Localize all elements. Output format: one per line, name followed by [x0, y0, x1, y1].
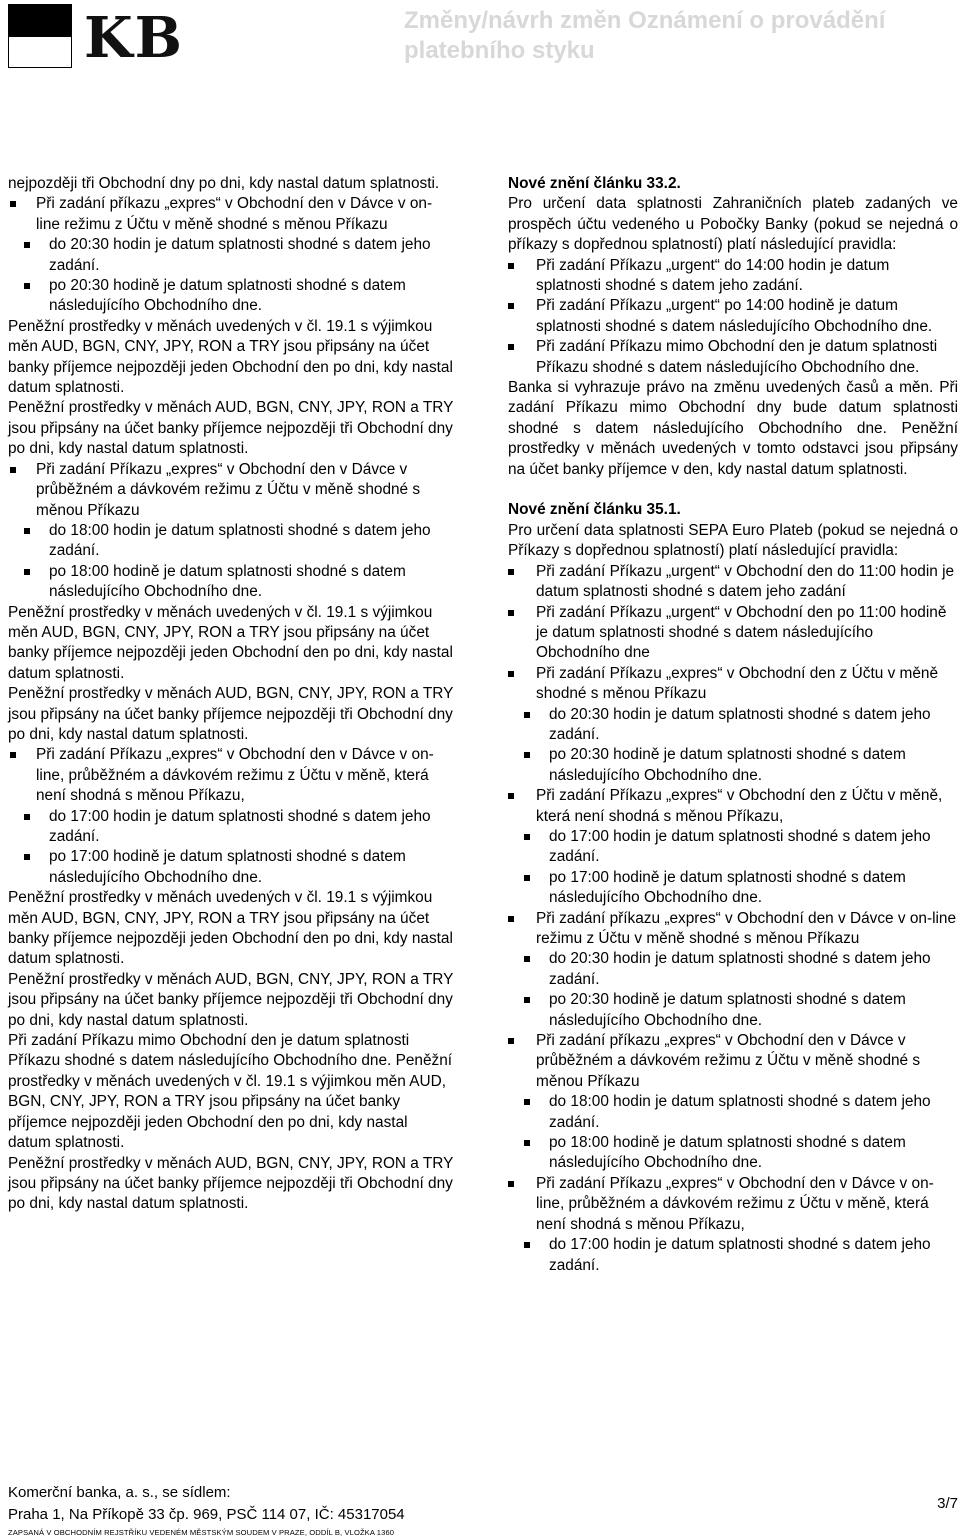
- bullet-text: Při zadání příkazu „expres“ v Obchodní den v Dávce v on-line režimu z Účtu v měně shodné s měnou Příkazu: [36, 195, 433, 233]
- square-bullet-icon: [24, 242, 30, 248]
- bullet-text: do 20:30 hodin je datum splatnosti shodné s datem jeho zadání.: [549, 705, 931, 743]
- sub-bullet-item: [8, 807, 454, 848]
- sub-bullet-item: [8, 562, 454, 603]
- footer-registration: ZAPSANÁ V OBCHODNÍM REJSTŘÍKU VEDENÉM MĚSTSKÝM SOUDEM V PRAZE, ODDÍL B, VLOŽKA 1360: [8, 1528, 395, 1537]
- right-column: [508, 174, 958, 1276]
- square-bullet-icon: [24, 814, 30, 820]
- bullet-text: Při zadání Příkazu „urgent“ v Obchodní den do 11:00 hodin je datum splatnosti shodné s datem jeho zadání: [536, 562, 955, 601]
- sub-bullet-item: [508, 827, 958, 868]
- bullet-item: [508, 603, 958, 664]
- bullet-text: po 20:30 hodině je datum splatnosti shodné s datem následujícího Obchodního dne.: [549, 746, 906, 784]
- bullet-text: Při zadání příkazu „expres“ v Obchodní den v Dávce v průběžném a dávkovém režimu z Účtu v měně shodné s měnou Příkazu: [536, 1032, 921, 1090]
- sub-bullet-item: [508, 705, 958, 746]
- square-bullet-icon: [24, 528, 30, 534]
- square-bullet-icon: [524, 997, 530, 1003]
- bullet-text: Při zadání Příkazu mimo Obchodní den je datum splatnosti Příkazu shodné s datem následujícího Obchodního dne.: [536, 338, 938, 376]
- paragraph: Peněžní prostředky v měnách AUD, BGN, CNY, JPY, RON a TRY jsou připsány na účet banky příjemce nejpozději tři Obchodní dny po dni, kdy nastal datum splatnosti.: [8, 1154, 454, 1213]
- sub-bullet-item: [508, 949, 958, 990]
- logo-black-half: [8, 4, 72, 36]
- square-bullet-icon: [524, 956, 530, 962]
- square-bullet-icon: [24, 569, 30, 575]
- square-bullet-icon: [10, 467, 16, 473]
- sub-bullet-item: [508, 745, 958, 786]
- sub-bullet-item: [508, 1092, 958, 1133]
- bullet-text: do 17:00 hodin je datum splatnosti shodné s datem jeho zadání.: [49, 807, 431, 845]
- bullet-text: Při zadání Příkazu „expres“ v Obchodní den v Dávce v průběžném a dávkovém režimu z Účtu v měně shodné s měnou Příkazu: [36, 460, 421, 519]
- bullet-text: Při zadání Příkazu „urgent“ v Obchodní den po 11:00 hodině je datum splatnosti shodné s datem následujícího Obchodního dne: [536, 603, 947, 662]
- square-bullet-icon: [508, 916, 514, 922]
- page-header: [0, 0, 960, 78]
- square-bullet-icon: [24, 854, 30, 860]
- footer-company: Komerční banka, a. s., se sídlem:: [8, 1484, 231, 1501]
- square-bullet-icon: [24, 283, 30, 289]
- logo-text: KB: [84, 5, 185, 71]
- bullet-text: do 17:00 hodin je datum splatnosti shodné s datem jeho zadání.: [549, 1236, 931, 1274]
- bullet-text: po 18:00 hodině je datum splatnosti shodné s datem následujícího Obchodního dne.: [549, 1134, 906, 1172]
- document-title: Změny/návrh změn Oznámení o provádění platebního styku: [404, 7, 886, 64]
- paragraph: nejpozději tři Obchodní dny po dni, kdy nastal datum splatnosti.: [8, 175, 440, 192]
- page-number: 3/7: [937, 1495, 958, 1512]
- square-bullet-icon: [508, 303, 514, 309]
- bullet-text: do 18:00 hodin je datum splatnosti shodné s datem jeho zadání.: [549, 1093, 931, 1131]
- square-bullet-icon: [508, 344, 514, 350]
- square-bullet-icon: [508, 569, 514, 575]
- paragraph: Pro určení data splatnosti Zahraničních plateb zadaných ve prospěch účtu vedeného u Pobočky Banky (pokud se nejedná o příkazy s dopřednou splatností) platí následující pravidla:: [508, 195, 958, 254]
- sub-bullet-item: [508, 990, 958, 1031]
- square-bullet-icon: [524, 875, 530, 881]
- bullet-item: [508, 786, 958, 827]
- square-bullet-icon: [524, 834, 530, 840]
- bullet-text: po 18:00 hodině je datum splatnosti shodné s datem následujícího Obchodního dne.: [49, 562, 406, 601]
- bullet-text: do 20:30 hodin je datum splatnosti shodné s datem jeho zadání.: [549, 950, 931, 988]
- bullet-text: po 17:00 hodině je datum splatnosti shodné s datem následujícího Obchodního dne.: [549, 868, 906, 907]
- bullet-item: [508, 664, 958, 705]
- bullet-text: po 20:30 hodině je datum splatnosti shodné s datem následujícího Obchodního dne.: [49, 277, 406, 315]
- paragraph: Banka si vyhrazuje právo na změnu uvedených časů a měn. Při zadání Příkazu mimo Obchodní dny bude datum splatnosti shodné s datem následujícího Obchodního dne. Peněžní prostředky v měnách uvedených v tomto odstavci jsou připsány na účet banky příjemce v den, kdy nastal datum splatnosti.: [508, 379, 958, 478]
- square-bullet-icon: [508, 263, 514, 269]
- bullet-item: [8, 745, 454, 806]
- bullet-item: [508, 296, 958, 337]
- sub-bullet-item: [8, 235, 454, 276]
- paragraph: Peněžní prostředky v měnách AUD, BGN, CNY, JPY, RON a TRY jsou připsány na účet banky příjemce nejpozději tři Obchodní dny po dni, kdy nastal datum splatnosti.: [8, 685, 454, 743]
- bullet-item: [508, 1174, 958, 1235]
- footer-address: Praha 1, Na Příkopě 33 čp. 969, PSČ 114 07, IČ: 45317054: [8, 1506, 405, 1523]
- paragraph: Peněžní prostředky v měnách uvedených v čl. 19.1 s výjimkou měn AUD, BGN, CNY, JPY, RON a TRY jsou připsány na účet banky příjemce nejpozději jeden Obchodní den po dni, kdy nastal datum splatnosti.: [8, 317, 453, 397]
- sub-bullet-item: [8, 276, 454, 317]
- section-heading: Nové znění článku 33.2.: [508, 175, 681, 192]
- paragraph: Peněžní prostředky v měnách AUD, BGN, CNY, JPY, RON a TRY jsou připsány na účet banky příjemce nejpozději tři Obchodní dny po dni, kdy nastal datum splatnosti.: [8, 399, 454, 458]
- square-bullet-icon: [508, 1181, 514, 1187]
- bullet-text: Při zadání Příkazu „urgent“ do 14:00 hodin je datum splatnosti shodné s datem jeho zadání.: [536, 256, 890, 295]
- bullet-text: do 20:30 hodin je datum splatnosti shodné s datem jeho zadání.: [49, 236, 431, 274]
- bullet-text: Při zadání Příkazu „expres“ v Obchodní den z Účtu v měně shodné s měnou Příkazu: [536, 664, 939, 703]
- sub-bullet-item: [508, 868, 958, 909]
- left-column: [8, 174, 454, 1215]
- square-bullet-icon: [508, 671, 514, 677]
- square-bullet-icon: [10, 752, 16, 758]
- square-bullet-icon: [524, 1099, 530, 1105]
- bullet-text: Při zadání Příkazu „urgent“ po 14:00 hodině je datum splatnosti shodné s datem následujícího Obchodního dne.: [536, 297, 933, 335]
- bullet-text: Při zadání Příkazu „expres“ v Obchodní den v Dávce v on-line, průběžném a dávkovém režimu z Účtu v měně, která není shodná s měnou Příkazu,: [536, 1174, 934, 1233]
- bullet-item: [508, 562, 958, 603]
- sub-bullet-item: [8, 847, 454, 888]
- bullet-text: do 17:00 hodin je datum splatnosti shodné s datem jeho zadání.: [549, 827, 931, 866]
- sub-bullet-item: [508, 1133, 958, 1174]
- paragraph: Peněžní prostředky v měnách AUD, BGN, CNY, JPY, RON a TRY jsou připsány na účet banky příjemce nejpozději tři Obchodní dny po dni, kdy nastal datum splatnosti.: [8, 970, 454, 1029]
- bullet-text: Při zadání Příkazu „expres“ v Obchodní den z Účtu v měně, která není shodná s měnou Příkazu,: [536, 787, 943, 825]
- sub-bullet-item: [8, 521, 454, 562]
- square-bullet-icon: [524, 1242, 530, 1248]
- bullet-item: [8, 194, 454, 235]
- bullet-text: po 17:00 hodině je datum splatnosti shodné s datem následujícího Obchodního dne.: [49, 848, 406, 886]
- paragraph: Pro určení data splatnosti SEPA Euro Plateb (pokud se nejedná o Příkazy s dopřednou splatností) platí následující pravidla:: [508, 521, 958, 560]
- square-bullet-icon: [508, 610, 514, 616]
- paragraph: Peněžní prostředky v měnách uvedených v čl. 19.1 s výjimkou měn AUD, BGN, CNY, JPY, RON a TRY jsou připsány na účet banky příjemce nejpozději jeden Obchodní den po dni, kdy nastal datum splatnosti.: [8, 603, 453, 682]
- bullet-text: do 18:00 hodin je datum splatnosti shodné s datem jeho zadání.: [49, 521, 431, 560]
- square-bullet-icon: [508, 793, 514, 799]
- kb-logo-icon: [8, 4, 72, 68]
- square-bullet-icon: [524, 1140, 530, 1146]
- bullet-text: Při zadání Příkazu „expres“ v Obchodní den v Dávce v on-line, průběžném a dávkovém režimu z Účtu v měně, která není shodná s měnou Příkazu,: [36, 746, 434, 805]
- logo-white-half: [8, 36, 72, 68]
- bullet-item: [508, 337, 958, 378]
- square-bullet-icon: [524, 712, 530, 718]
- bullet-item: [508, 256, 958, 297]
- section-heading: Nové znění článku 35.1.: [508, 501, 681, 519]
- square-bullet-icon: [508, 1038, 514, 1044]
- bullet-text: po 20:30 hodině je datum splatnosti shodné s datem následujícího Obchodního dne.: [549, 991, 906, 1029]
- bullet-item: [8, 460, 454, 521]
- bullet-text: Při zadání příkazu „expres“ v Obchodní den v Dávce v on-line režimu z Účtu v měně shodné s měnou Příkazu: [536, 909, 957, 948]
- spacer: [508, 480, 958, 500]
- bullet-item: [508, 909, 958, 950]
- paragraph: Při zadání Příkazu mimo Obchodní den je datum splatnosti Příkazu shodné s datem následujícího Obchodního dne. Peněžní prostředky v měnách uvedených v čl. 19.1 s výjimkou měn AUD, BGN, CNY, JPY, RON a TRY jsou připsány na účet banky příjemce nejpozději jeden Obchodní den po dni, kdy nastal datum splatnosti.: [8, 1032, 453, 1152]
- square-bullet-icon: [524, 752, 530, 758]
- square-bullet-icon: [10, 201, 16, 207]
- bullet-item: [508, 1031, 958, 1092]
- paragraph: Peněžní prostředky v měnách uvedených v čl. 19.1 s výjimkou měn AUD, BGN, CNY, JPY, RON a TRY jsou připsány na účet banky příjemce nejpozději jeden Obchodní den po dni, kdy nastal datum splatnosti.: [8, 889, 453, 968]
- sub-bullet-item: [508, 1235, 958, 1276]
